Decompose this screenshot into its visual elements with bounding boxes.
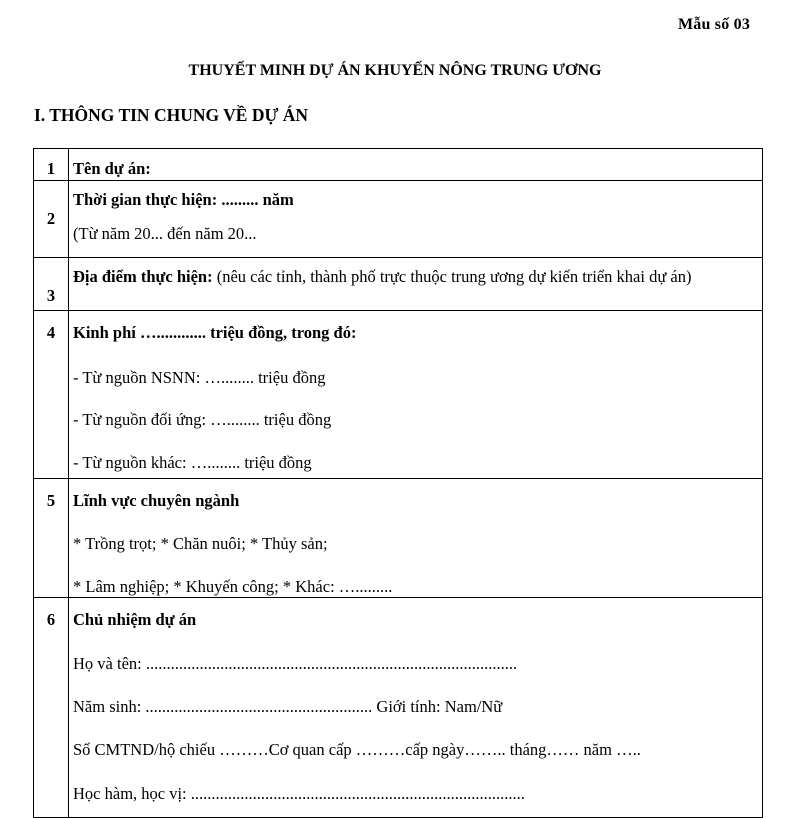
leader-full-name: Họ và tên: .......................................................................................... (73, 654, 518, 673)
leader-birth-year: Năm sinh: ....................................................... Giới tính: Nam/Nữ (73, 697, 503, 716)
project-name-cell (69, 149, 763, 181)
project-leader-cell (69, 598, 763, 818)
budget-label: Kinh phí …............ triệu đồng, trong đó: (73, 323, 357, 342)
general-info-table (33, 148, 763, 818)
duration-detail: (Từ năm 20... đến năm 20... (73, 224, 257, 243)
section-heading: I. THÔNG TIN CHUNG VỀ DỰ ÁN (34, 105, 309, 125)
budget-cell (69, 311, 763, 479)
form-number: Mẫu số 03 (678, 16, 751, 33)
row-number: 2 (34, 181, 69, 258)
row-number: 3 (34, 258, 69, 311)
field-label: Lĩnh vực chuyên ngành (73, 491, 240, 510)
table-row (34, 598, 763, 818)
row-number: 1 (34, 149, 69, 181)
leader-id-card: Số CMTND/hộ chiếu ………Cơ quan cấp ………cấp ngày…….. tháng…… năm ….. (73, 740, 641, 759)
table-row (34, 149, 763, 181)
project-name-label: Tên dự án: (73, 159, 151, 178)
row-number: 5 (34, 479, 69, 598)
field-options-2: * Lâm nghiệp; * Khuyến công; * Khác: …......... (73, 577, 393, 596)
row-number: 4 (34, 311, 69, 479)
budget-other-source: - Từ nguồn khác: …........ triệu đồng (73, 453, 312, 472)
location-cell (69, 258, 763, 311)
field-options-1: * Trồng trọt; * Chăn nuôi; * Thủy sản; (73, 534, 328, 553)
budget-counterpart-source: - Từ nguồn đối ứng: …........ triệu đồng (73, 410, 332, 429)
location-detail: (nêu các tỉnh, thành phố trực thuộc trung ương dự kiến triển khai dự án) (212, 267, 692, 286)
location-text (73, 266, 758, 287)
table-row (34, 479, 763, 598)
document-title: THUYẾT MINH DỰ ÁN KHUYẾN NÔNG TRUNG ƯƠNG (188, 62, 602, 79)
row-number: 6 (34, 598, 69, 818)
field-cell (69, 479, 763, 598)
budget-state-source: - Từ nguồn NSNN: …........ triệu đồng (73, 368, 326, 387)
table-row (34, 181, 763, 258)
duration-cell (69, 181, 763, 258)
leader-degree: Học hàm, học vị: ................................................................................. (73, 784, 525, 803)
table-row (34, 258, 763, 311)
duration-label: Thời gian thực hiện: ......... năm (73, 190, 294, 209)
location-label: Địa điểm thực hiện: (73, 267, 213, 286)
table-row (34, 311, 763, 479)
project-leader-label: Chủ nhiệm dự án (73, 610, 197, 629)
